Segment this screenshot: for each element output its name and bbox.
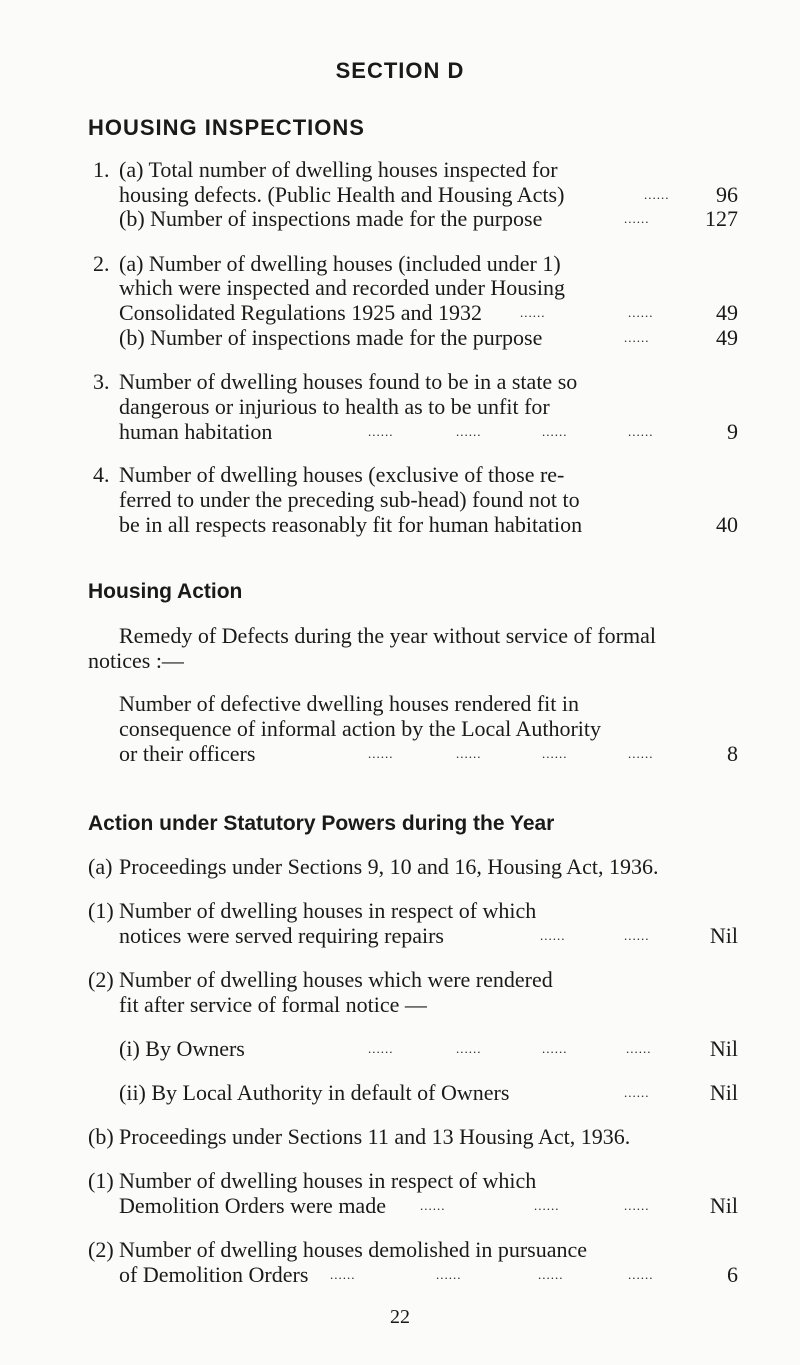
dot-leader: ...... bbox=[534, 1198, 560, 1213]
by-local-authority-value: Nil bbox=[709, 1080, 738, 1105]
dot-leader: ...... bbox=[628, 746, 654, 761]
item-1a-value: 96 bbox=[716, 182, 738, 207]
dot-leader: ...... bbox=[628, 424, 654, 439]
dot-leader: ...... bbox=[368, 746, 394, 761]
statutory-a1-number: (1) bbox=[88, 898, 114, 923]
by-local-authority-label: (ii) By Local Authority in default of Owners bbox=[119, 1080, 510, 1105]
housing-action-intro-1: Remedy of Defects during the year without service of formal bbox=[119, 623, 656, 648]
housing-action-line-2: consequence of informal action by the Local Authority bbox=[119, 716, 602, 741]
statutory-heading: Action under Statutory Powers during the Year bbox=[88, 812, 555, 835]
dot-leader: ...... bbox=[626, 1041, 652, 1056]
dot-leader: ...... bbox=[542, 1041, 568, 1056]
dot-leader: ...... bbox=[330, 1267, 356, 1282]
item-3-line-2: dangerous or injurious to health as to be unfit for bbox=[119, 394, 550, 419]
item-2a-line-1: (a) Number of dwelling houses (included under 1) bbox=[119, 251, 561, 276]
statutory-b-label: (b) bbox=[88, 1124, 114, 1149]
dot-leader: ...... bbox=[456, 1041, 482, 1056]
statutory-a2-line-2: fit after service of formal notice — bbox=[119, 992, 427, 1017]
statutory-b1-line-2: Demolition Orders were made bbox=[119, 1193, 386, 1218]
dot-leader: ...... bbox=[420, 1198, 446, 1213]
item-1a-line-2: housing defects. (Public Health and Housing Acts) bbox=[119, 182, 565, 207]
dot-leader: ...... bbox=[624, 330, 650, 345]
statutory-a2-line-1: Number of dwelling houses which were rendered bbox=[119, 967, 553, 992]
housing-action-intro-2: notices :— bbox=[88, 648, 184, 673]
by-owners-label: (i) By Owners bbox=[119, 1036, 245, 1061]
item-2b-text: (b) Number of inspections made for the purpose bbox=[119, 325, 543, 350]
statutory-b2-value: 6 bbox=[727, 1262, 738, 1287]
statutory-a1-value: Nil bbox=[709, 923, 738, 948]
dot-leader: ...... bbox=[624, 1198, 650, 1213]
by-owners-value: Nil bbox=[709, 1036, 738, 1061]
dot-leader: ...... bbox=[456, 746, 482, 761]
housing-action-heading: Housing Action bbox=[88, 580, 243, 603]
item-2a-value: 49 bbox=[716, 300, 738, 325]
statutory-a-label: (a) bbox=[88, 854, 113, 879]
dot-leader: ...... bbox=[436, 1267, 462, 1282]
statutory-b-text: Proceedings under Sections 11 and 13 Housing Act, 1936. bbox=[119, 1124, 631, 1149]
item-4-value: 40 bbox=[716, 512, 738, 537]
page-number: 22 bbox=[390, 1306, 410, 1328]
item-4-line-1: Number of dwelling houses (exclusive of those re- bbox=[119, 462, 565, 487]
page-heading: HOUSING INSPECTIONS bbox=[88, 115, 365, 140]
section-title: SECTION D bbox=[335, 58, 465, 83]
housing-action-value: 8 bbox=[727, 741, 738, 766]
dot-leader: ...... bbox=[624, 1085, 650, 1100]
statutory-a1-line-2: notices were served requiring repairs bbox=[119, 923, 444, 948]
item-3-value: 9 bbox=[727, 419, 738, 444]
item-1a-line-1: (a) Total number of dwelling houses inspected for bbox=[119, 157, 558, 182]
statutory-a2-number: (2) bbox=[88, 967, 114, 992]
item-1b-value: 127 bbox=[705, 206, 738, 231]
statutory-a-text: Proceedings under Sections 9, 10 and 16, Housing Act, 1936. bbox=[119, 854, 659, 879]
statutory-b2-line-1: Number of dwelling houses demolished in pursuance bbox=[119, 1237, 588, 1262]
statutory-b1-value: Nil bbox=[709, 1193, 738, 1218]
item-3-line-1: Number of dwelling houses found to be in a state so bbox=[119, 369, 578, 394]
item-1b-text: (b) Number of inspections made for the purpose bbox=[119, 206, 543, 231]
item-2-number: 2. bbox=[93, 251, 110, 276]
dot-leader: ...... bbox=[540, 928, 566, 943]
item-3-line-3: human habitation bbox=[119, 419, 273, 444]
housing-action-line-1: Number of defective dwelling houses rendered fit in bbox=[119, 691, 580, 716]
statutory-b1-number: (1) bbox=[88, 1168, 114, 1193]
item-4-number: 4. bbox=[93, 462, 110, 487]
housing-action-line-3: or their officers bbox=[119, 741, 256, 766]
statutory-b1-line-1: Number of dwelling houses in respect of which bbox=[119, 1168, 537, 1193]
item-1-number: 1. bbox=[93, 157, 110, 182]
dot-leader: ...... bbox=[624, 928, 650, 943]
dot-leader: ...... bbox=[628, 1267, 654, 1282]
dot-leader: ...... bbox=[542, 746, 568, 761]
item-2a-line-2: which were inspected and recorded under Housing bbox=[119, 275, 565, 300]
dot-leader: ...... bbox=[368, 424, 394, 439]
dot-leader: ...... bbox=[538, 1267, 564, 1282]
dot-leader: ...... bbox=[542, 424, 568, 439]
dot-leader: ...... bbox=[368, 1041, 394, 1056]
dot-leader: ...... bbox=[644, 187, 670, 202]
dot-leader: ...... bbox=[624, 211, 650, 226]
item-2b-value: 49 bbox=[716, 325, 738, 350]
statutory-a1-line-1: Number of dwelling houses in respect of which bbox=[119, 898, 537, 923]
item-3-number: 3. bbox=[93, 369, 110, 394]
dot-leader: ...... bbox=[520, 305, 546, 320]
statutory-b2-number: (2) bbox=[88, 1237, 114, 1262]
item-4-line-2: ferred to under the preceding sub-head) found not to bbox=[119, 487, 580, 512]
item-2a-line-3: Consolidated Regulations 1925 and 1932 bbox=[119, 300, 482, 325]
item-4-line-3: be in all respects reasonably fit for human habitation bbox=[119, 512, 583, 537]
dot-leader: ...... bbox=[628, 305, 654, 320]
statutory-b2-line-2: of Demolition Orders bbox=[119, 1262, 309, 1287]
dot-leader: ...... bbox=[456, 424, 482, 439]
